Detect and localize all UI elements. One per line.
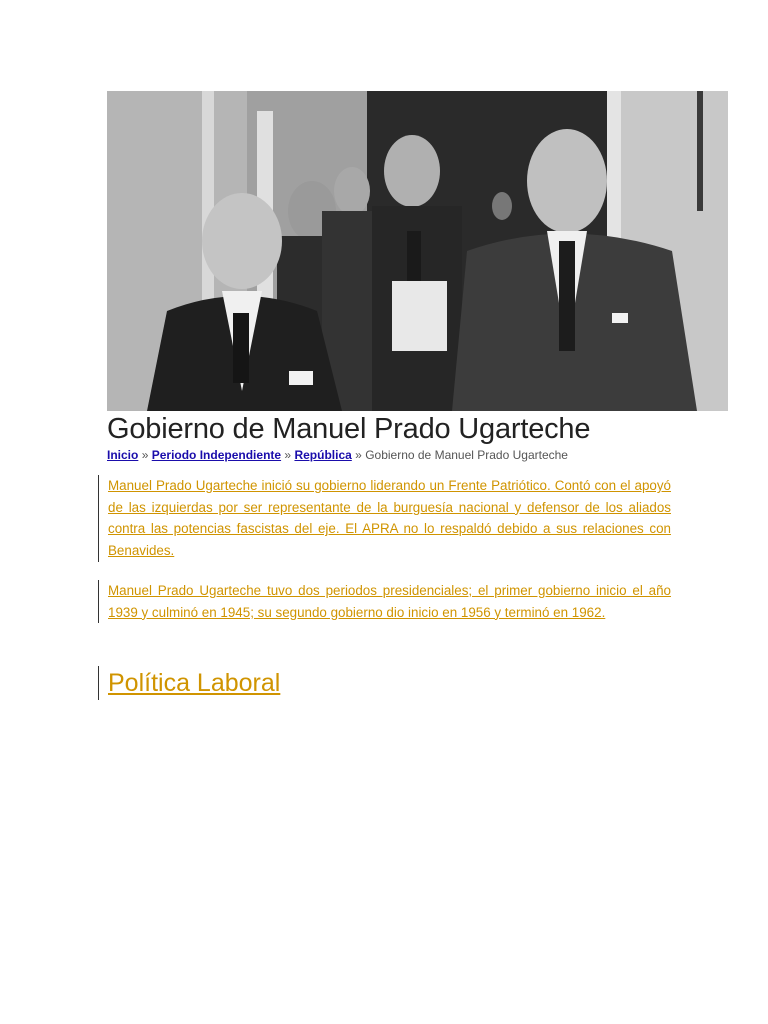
breadcrumb bbox=[107, 448, 568, 462]
section-heading-politica-laboral[interactable]: Política Laboral bbox=[98, 666, 280, 700]
breadcrumb-link-period[interactable]: Periodo Independiente bbox=[151, 448, 282, 462]
breadcrumb-current: Gobierno de Manuel Prado Ugarteche bbox=[365, 448, 568, 462]
article-photo bbox=[107, 91, 728, 411]
breadcrumb-link-section[interactable]: República bbox=[294, 448, 352, 462]
breadcrumb-link-home[interactable]: Inicio bbox=[107, 448, 139, 462]
article-paragraph-2[interactable]: Manuel Prado Ugarteche tuvo dos periodos presidenciales; el primer gobierno inicio el año 1939 y culminó en 1945; su segundo gobierno dio inicio en 1956 y terminó en 1962. bbox=[98, 580, 671, 623]
breadcrumb-separator: » bbox=[141, 448, 149, 462]
breadcrumb-separator: » bbox=[355, 448, 362, 462]
article-paragraph-1[interactable]: Manuel Prado Ugarteche inició su gobierno liderando un Frente Patriótico. Contó con el apoyó de las izquierdas por ser representante de la burguesía nacional y defensor de los aliados contra las potencias fascistas del eje. El APRA no lo respaldó debido a sus relaciones con Benavides. bbox=[98, 475, 671, 562]
breadcrumb-separator: » bbox=[284, 448, 292, 462]
page-title: Gobierno de Manuel Prado Ugarteche bbox=[107, 413, 591, 445]
